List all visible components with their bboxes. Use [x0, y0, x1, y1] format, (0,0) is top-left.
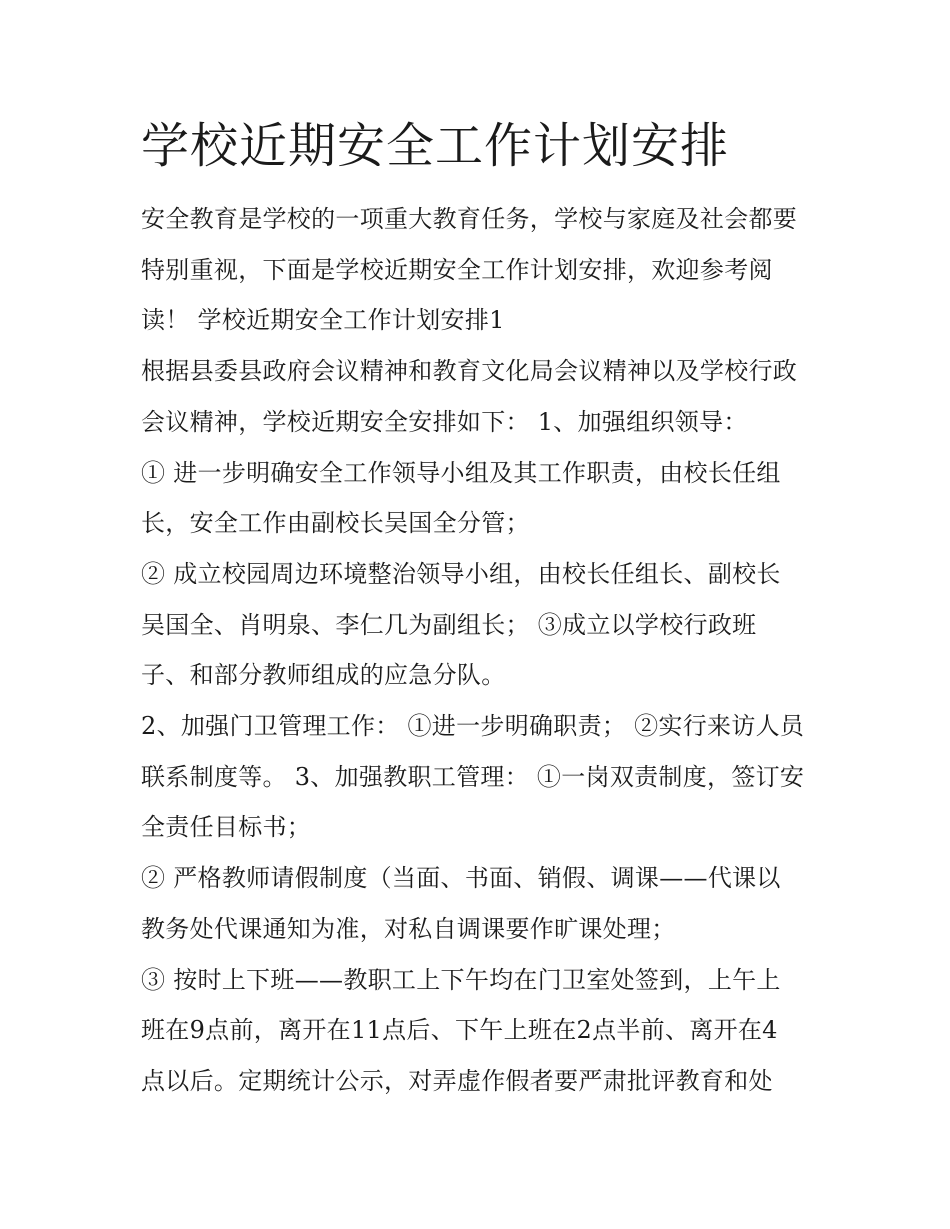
text-line: 吴国全、肖明泉、李仁几为副组长； ③成立以学校行政班	[141, 610, 757, 639]
text-line: ③ 按时上下班——教职工上下午均在门卫室处签到，上午上	[141, 965, 781, 994]
text-line: 2、加强门卫管理工作： ①进一步明确职责； ②实行来访人员	[141, 712, 805, 741]
text-line: 安全教育是学校的一项重大教育任务，学校与家庭及社会都要	[141, 205, 798, 233]
text-line: ② 成立校园周边环境整治领导小组，由校长任组长、副校长	[141, 559, 781, 588]
text-line: 会议精神，学校近期安全安排如下： 1、加强组织领导：	[141, 407, 748, 436]
text-line: ② 严格教师请假制度（当面、书面、销假、调课——代课以	[141, 864, 781, 893]
text-line: 根据县委县政府会议精神和教育文化局会议精神以及学校行政	[141, 357, 798, 386]
document-title: 学校近期安全工作计划安排	[141, 118, 730, 174]
text-line: 联系制度等。 3、加强教职工管理： ①一岗双责制度，签订安	[141, 762, 805, 791]
document-page	[141, 112, 821, 1107]
text-line: 子、和部分教师组成的应急分队。	[141, 661, 506, 690]
document-body	[141, 194, 821, 1107]
text-line: 特别重视，下面是学校近期安全工作计划安排，欢迎参考阅	[141, 255, 773, 284]
text-line: 全责任目标书；	[141, 813, 312, 842]
text-line: 点以后。定期统计公示，对弄虚作假者要严肃批评教育和处	[141, 1066, 773, 1095]
text-line: 长，安全工作由副校长吴国全分管；	[141, 509, 530, 538]
text-line: 教务处代课通知为准，对私自调课要作旷课处理；	[141, 914, 676, 943]
text-line: ① 进一步明确安全工作领导小组及其工作职责，由校长任组	[141, 458, 781, 487]
text-line: 班在9点前，离开在11点后、下午上班在2点半前、离开在4	[141, 1016, 778, 1045]
text-line: 读！ 学校近期安全工作计划安排1	[141, 306, 505, 335]
